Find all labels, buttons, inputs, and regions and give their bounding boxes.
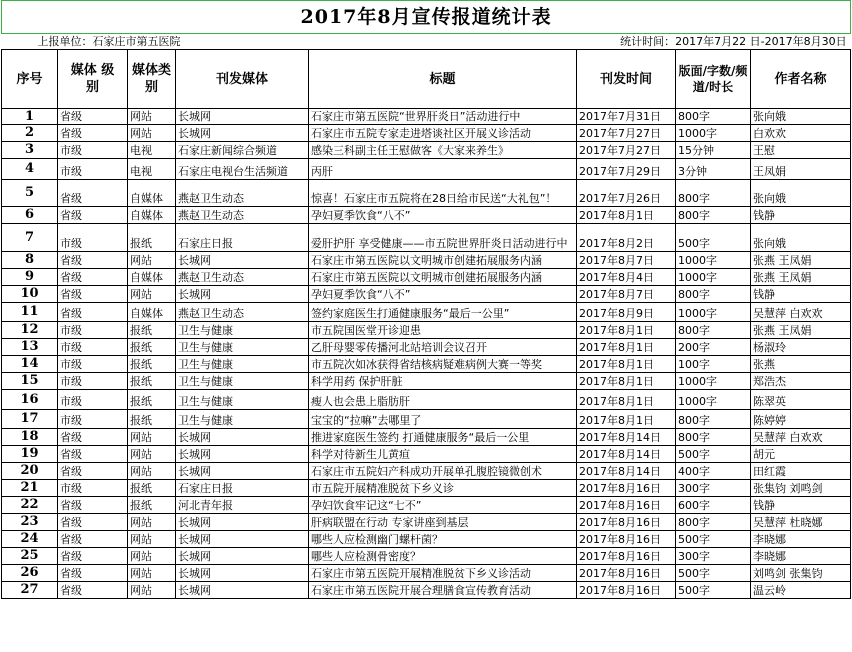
row-number: 1 xyxy=(2,109,58,125)
row-number: 7 xyxy=(2,224,58,252)
author: 陈婷婷 xyxy=(751,410,851,429)
row-number: 12 xyxy=(2,322,58,339)
row-number: 13 xyxy=(2,339,58,356)
author: 钱静 xyxy=(751,286,851,303)
media-type: 网站 xyxy=(128,514,176,531)
table-row xyxy=(2,429,851,446)
table-row xyxy=(2,373,851,390)
media-name: 卫生与健康 xyxy=(176,322,309,339)
headline: 推进家庭医生签约 打通健康服务“最后一公里 xyxy=(309,429,577,446)
table-row xyxy=(2,159,851,180)
header-headline: 标题 xyxy=(309,50,577,109)
author: 王凤娟 xyxy=(751,159,851,180)
length: 500字 xyxy=(676,224,751,252)
length: 800字 xyxy=(676,322,751,339)
publish-date: 2017年8月1日 xyxy=(577,339,676,356)
media-type: 网站 xyxy=(128,429,176,446)
reporting-unit: 上报单位：石家庄市第五医院 xyxy=(2,34,309,50)
author: 胡元 xyxy=(751,446,851,463)
media-type: 报纸 xyxy=(128,410,176,429)
media-name: 长城网 xyxy=(176,446,309,463)
publish-date: 2017年7月31日 xyxy=(577,109,676,125)
media-type: 报纸 xyxy=(128,497,176,514)
media-name: 石家庄新闻综合频道 xyxy=(176,142,309,159)
headline: 乙肝母婴零传播河北站培训会议召开 xyxy=(309,339,577,356)
author: 李晓娜 xyxy=(751,548,851,565)
length: 800字 xyxy=(676,429,751,446)
author: 田红霞 xyxy=(751,463,851,480)
length: 500字 xyxy=(676,582,751,599)
media-type: 自媒体 xyxy=(128,180,176,207)
publish-date: 2017年7月26日 xyxy=(577,180,676,207)
author: 杨淑玲 xyxy=(751,339,851,356)
length: 800字 xyxy=(676,410,751,429)
headline: 科学对待新生儿黄疸 xyxy=(309,446,577,463)
media-type: 自媒体 xyxy=(128,207,176,224)
length: 400字 xyxy=(676,463,751,480)
publish-date: 2017年8月16日 xyxy=(577,497,676,514)
header-media-level: 媒体 级别 xyxy=(58,50,128,109)
row-number: 4 xyxy=(2,159,58,180)
publish-date: 2017年8月1日 xyxy=(577,410,676,429)
publish-date: 2017年8月2日 xyxy=(577,224,676,252)
media-level: 省级 xyxy=(58,303,128,322)
media-level: 市级 xyxy=(58,356,128,373)
publish-date: 2017年8月14日 xyxy=(577,446,676,463)
media-name: 长城网 xyxy=(176,252,309,269)
headline: 哪些人应检测幽门螺杆菌？ xyxy=(309,531,577,548)
row-number: 15 xyxy=(2,373,58,390)
publish-date: 2017年8月1日 xyxy=(577,390,676,410)
media-name: 长城网 xyxy=(176,548,309,565)
media-level: 市级 xyxy=(58,410,128,429)
row-number: 19 xyxy=(2,446,58,463)
media-level: 省级 xyxy=(58,109,128,125)
table-row xyxy=(2,356,851,373)
publish-date: 2017年8月1日 xyxy=(577,207,676,224)
media-type: 报纸 xyxy=(128,356,176,373)
publish-date: 2017年8月16日 xyxy=(577,531,676,548)
media-type: 自媒体 xyxy=(128,269,176,286)
headline: 石家庄市五院妇产科成功开展单孔腹腔镜微创术 xyxy=(309,463,577,480)
length: 800字 xyxy=(676,286,751,303)
headline: 瘦人也会患上脂肪肝 xyxy=(309,390,577,410)
media-name: 长城网 xyxy=(176,531,309,548)
length: 15分钟 xyxy=(676,142,751,159)
media-type: 网站 xyxy=(128,286,176,303)
row-number: 20 xyxy=(2,463,58,480)
headline: 市五院国医堂开诊迎患 xyxy=(309,322,577,339)
length: 500字 xyxy=(676,531,751,548)
media-level: 省级 xyxy=(58,463,128,480)
row-number: 14 xyxy=(2,356,58,373)
length: 1000字 xyxy=(676,373,751,390)
media-level: 省级 xyxy=(58,565,128,582)
table-row xyxy=(2,207,851,224)
headline: 丙肝 xyxy=(309,159,577,180)
headline: 哪些人应检测骨密度？ xyxy=(309,548,577,565)
publish-date: 2017年8月7日 xyxy=(577,286,676,303)
row-number: 17 xyxy=(2,410,58,429)
publish-date: 2017年8月1日 xyxy=(577,373,676,390)
row-number: 16 xyxy=(2,390,58,410)
table-row xyxy=(2,480,851,497)
media-name: 卫生与健康 xyxy=(176,390,309,410)
media-name: 河北青年报 xyxy=(176,497,309,514)
media-level: 省级 xyxy=(58,286,128,303)
publish-date: 2017年8月16日 xyxy=(577,582,676,599)
header-row xyxy=(2,50,851,109)
author: 王慰 xyxy=(751,142,851,159)
author: 李晓娜 xyxy=(751,531,851,548)
length: 100字 xyxy=(676,356,751,373)
media-type: 网站 xyxy=(128,109,176,125)
table-row xyxy=(2,446,851,463)
info-row xyxy=(2,34,851,50)
table-row xyxy=(2,531,851,548)
headline: 石家庄市第五医院以文明城市创建拓展服务内涵 xyxy=(309,269,577,286)
author: 白欢欢 xyxy=(751,125,851,142)
table-row xyxy=(2,322,851,339)
author: 钱静 xyxy=(751,207,851,224)
media-type: 网站 xyxy=(128,125,176,142)
publish-date: 2017年8月16日 xyxy=(577,514,676,531)
row-number: 5 xyxy=(2,180,58,207)
media-name: 长城网 xyxy=(176,429,309,446)
media-level: 省级 xyxy=(58,514,128,531)
length: 300字 xyxy=(676,548,751,565)
media-name: 燕赵卫生动态 xyxy=(176,180,309,207)
publish-date: 2017年7月29日 xyxy=(577,159,676,180)
publish-date: 2017年8月16日 xyxy=(577,480,676,497)
media-type: 电视 xyxy=(128,142,176,159)
headline: 感染三科副主任王慰做客《大家来养生》 xyxy=(309,142,577,159)
row-number: 22 xyxy=(2,497,58,514)
table-row xyxy=(2,303,851,322)
media-name: 卫生与健康 xyxy=(176,339,309,356)
author: 张向娥 xyxy=(751,109,851,125)
headline: 孕妇饮食牢记这“七不” xyxy=(309,497,577,514)
length: 200字 xyxy=(676,339,751,356)
author: 钱静 xyxy=(751,497,851,514)
length: 1000字 xyxy=(676,269,751,286)
headline: 市五院次如冰获得省结核病疑难病例大赛一等奖 xyxy=(309,356,577,373)
headline: 石家庄市第五医院开展合理膳食宣传教育活动 xyxy=(309,582,577,599)
headline: 肝病联盟在行动 专家讲座到基层 xyxy=(309,514,577,531)
headline: 石家庄市第五医院开展精准脱贫下乡义诊活动 xyxy=(309,565,577,582)
table-row xyxy=(2,269,851,286)
row-number: 6 xyxy=(2,207,58,224)
headline: 石家庄市第五医院“世界肝炎日”活动进行中 xyxy=(309,109,577,125)
author: 张燕 王凤娟 xyxy=(751,252,851,269)
header-publish-date: 刊发时间 xyxy=(577,50,676,109)
table-row xyxy=(2,339,851,356)
row-number: 21 xyxy=(2,480,58,497)
author: 张燕 王凤娟 xyxy=(751,269,851,286)
header-media-category: 媒体类别 xyxy=(128,50,176,109)
publish-date: 2017年8月14日 xyxy=(577,429,676,446)
media-name: 燕赵卫生动态 xyxy=(176,269,309,286)
media-type: 网站 xyxy=(128,565,176,582)
author: 张向娥 xyxy=(751,180,851,207)
publish-date: 2017年8月9日 xyxy=(577,303,676,322)
media-name: 燕赵卫生动态 xyxy=(176,207,309,224)
table-row xyxy=(2,109,851,125)
media-name: 石家庄电视台生活频道 xyxy=(176,159,309,180)
media-level: 省级 xyxy=(58,446,128,463)
row-number: 11 xyxy=(2,303,58,322)
table-row xyxy=(2,286,851,303)
author: 张燕 xyxy=(751,356,851,373)
media-type: 网站 xyxy=(128,531,176,548)
row-number: 24 xyxy=(2,531,58,548)
author: 郑浩杰 xyxy=(751,373,851,390)
publish-date: 2017年8月14日 xyxy=(577,463,676,480)
media-type: 自媒体 xyxy=(128,303,176,322)
row-number: 23 xyxy=(2,514,58,531)
length: 300字 xyxy=(676,480,751,497)
row-number: 3 xyxy=(2,142,58,159)
author: 张燕 王凤娟 xyxy=(751,322,851,339)
media-level: 省级 xyxy=(58,531,128,548)
headline: 石家庄市五院专家走进塔谈社区开展义诊活动 xyxy=(309,125,577,142)
media-type: 报纸 xyxy=(128,390,176,410)
table-row xyxy=(2,565,851,582)
length: 500字 xyxy=(676,565,751,582)
length: 600字 xyxy=(676,497,751,514)
media-type: 报纸 xyxy=(128,224,176,252)
length: 500字 xyxy=(676,446,751,463)
header-seq: 序号 xyxy=(2,50,58,109)
media-level: 省级 xyxy=(58,252,128,269)
table-row xyxy=(2,125,851,142)
row-number: 26 xyxy=(2,565,58,582)
length: 1000字 xyxy=(676,125,751,142)
media-name: 石家庄日报 xyxy=(176,480,309,497)
media-name: 长城网 xyxy=(176,286,309,303)
media-type: 电视 xyxy=(128,159,176,180)
media-name: 燕赵卫生动态 xyxy=(176,303,309,322)
publish-date: 2017年8月16日 xyxy=(577,565,676,582)
row-number: 27 xyxy=(2,582,58,599)
media-level: 市级 xyxy=(58,322,128,339)
media-type: 网站 xyxy=(128,582,176,599)
media-name: 长城网 xyxy=(176,109,309,125)
table-row xyxy=(2,463,851,480)
media-level: 市级 xyxy=(58,159,128,180)
row-number: 18 xyxy=(2,429,58,446)
media-level: 市级 xyxy=(58,373,128,390)
media-level: 省级 xyxy=(58,497,128,514)
publish-date: 2017年7月27日 xyxy=(577,142,676,159)
table-row xyxy=(2,514,851,531)
author: 张集钧 刘鸣剑 xyxy=(751,480,851,497)
headline: 石家庄市第五医院以文明城市创建拓展服务内涵 xyxy=(309,252,577,269)
media-type: 报纸 xyxy=(128,322,176,339)
table-row xyxy=(2,410,851,429)
row-number: 9 xyxy=(2,269,58,286)
headline: 签约家庭医生打通健康服务“最后一公里” xyxy=(309,303,577,322)
row-number: 25 xyxy=(2,548,58,565)
media-type: 报纸 xyxy=(128,339,176,356)
report-title: 2017年8月宣传报道统计表 xyxy=(2,1,851,34)
publish-date: 2017年8月1日 xyxy=(577,322,676,339)
length: 3分钟 xyxy=(676,159,751,180)
length: 1000字 xyxy=(676,390,751,410)
media-type: 网站 xyxy=(128,446,176,463)
table-row xyxy=(2,548,851,565)
title-row xyxy=(2,1,851,34)
media-name: 卫生与健康 xyxy=(176,356,309,373)
table-row xyxy=(2,390,851,410)
author: 吴慧萍 白欢欢 xyxy=(751,303,851,322)
media-level: 省级 xyxy=(58,180,128,207)
report-table xyxy=(1,0,851,599)
length: 800字 xyxy=(676,207,751,224)
author: 陈翠英 xyxy=(751,390,851,410)
row-number: 8 xyxy=(2,252,58,269)
table-row xyxy=(2,497,851,514)
media-name: 长城网 xyxy=(176,565,309,582)
publish-date: 2017年8月16日 xyxy=(577,548,676,565)
table-row xyxy=(2,180,851,207)
media-name: 长城网 xyxy=(176,463,309,480)
author: 吴慧萍 白欢欢 xyxy=(751,429,851,446)
media-type: 报纸 xyxy=(128,373,176,390)
media-name: 卫生与健康 xyxy=(176,410,309,429)
publish-date: 2017年8月1日 xyxy=(577,356,676,373)
headline: 科学用药 保护肝脏 xyxy=(309,373,577,390)
publish-date: 2017年7月27日 xyxy=(577,125,676,142)
publish-date: 2017年8月4日 xyxy=(577,269,676,286)
length: 800字 xyxy=(676,180,751,207)
media-level: 市级 xyxy=(58,480,128,497)
row-number: 2 xyxy=(2,125,58,142)
headline: 宝宝的“拉嘛”去哪里了 xyxy=(309,410,577,429)
author: 吴慧萍 杜晓娜 xyxy=(751,514,851,531)
media-name: 长城网 xyxy=(176,582,309,599)
media-level: 市级 xyxy=(58,224,128,252)
header-media-name: 刊发媒体 xyxy=(176,50,309,109)
media-level: 省级 xyxy=(58,429,128,446)
header-length: 版面/字数/频道/时长 xyxy=(676,50,751,109)
headline: 孕妇夏季饮食“八不” xyxy=(309,207,577,224)
media-level: 省级 xyxy=(58,269,128,286)
author: 温云岭 xyxy=(751,582,851,599)
media-level: 省级 xyxy=(58,582,128,599)
media-level: 省级 xyxy=(58,125,128,142)
headline: 爱肝护肝 享受健康——市五院世界肝炎日活动进行中 xyxy=(309,224,577,252)
headline: 惊喜！石家庄市五院将在28日给市民送“大礼包”！ xyxy=(309,180,577,207)
media-type: 报纸 xyxy=(128,480,176,497)
media-name: 长城网 xyxy=(176,125,309,142)
media-level: 省级 xyxy=(58,207,128,224)
media-name: 长城网 xyxy=(176,514,309,531)
headline: 孕妇夏季饮食“八不” xyxy=(309,286,577,303)
length: 800字 xyxy=(676,109,751,125)
length: 1000字 xyxy=(676,303,751,322)
header-author: 作者名称 xyxy=(751,50,851,109)
media-name: 卫生与健康 xyxy=(176,373,309,390)
table-row xyxy=(2,142,851,159)
headline: 市五院开展精准脱贫下乡义诊 xyxy=(309,480,577,497)
author: 张向娥 xyxy=(751,224,851,252)
media-level: 省级 xyxy=(58,548,128,565)
media-level: 市级 xyxy=(58,390,128,410)
length: 800字 xyxy=(676,514,751,531)
media-name: 石家庄日报 xyxy=(176,224,309,252)
row-number: 10 xyxy=(2,286,58,303)
publish-date: 2017年8月7日 xyxy=(577,252,676,269)
media-type: 网站 xyxy=(128,548,176,565)
table-row xyxy=(2,224,851,252)
media-type: 网站 xyxy=(128,252,176,269)
media-level: 市级 xyxy=(58,339,128,356)
table-row xyxy=(2,582,851,599)
media-level: 市级 xyxy=(58,142,128,159)
stat-period: 统计时间：2017年7月22 日-2017年8月30日 xyxy=(309,34,851,50)
table-row xyxy=(2,252,851,269)
length: 1000字 xyxy=(676,252,751,269)
author: 刘鸣剑 张集钧 xyxy=(751,565,851,582)
media-type: 网站 xyxy=(128,463,176,480)
